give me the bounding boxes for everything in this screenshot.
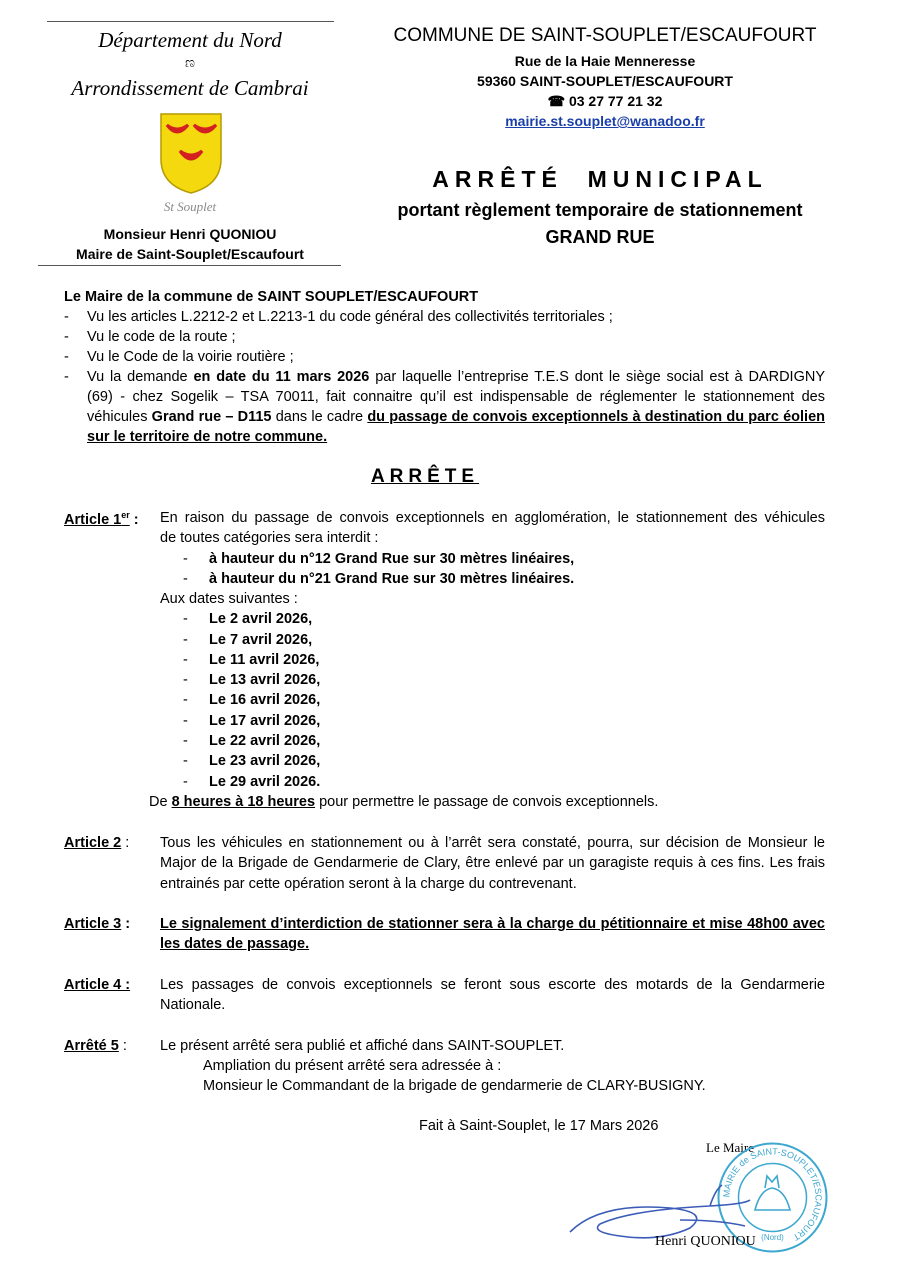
article-2-line-2: Major de la Brigade de Gendarmerie de Clary, être enlevé par un garagiste requis à ces fins. Les frais — [160, 855, 825, 871]
phone-number: 03 27 77 21 32 — [568, 93, 663, 109]
article-1-label-text — [64, 512, 130, 528]
article-2-line-3: entrainés par cette opération seront à la charge du contrevenant. — [160, 876, 577, 892]
street-address: Rue de la Haie Menneresse — [514, 53, 696, 69]
document-subtitle: portant règlement temporaire de stationnement — [397, 200, 803, 220]
bullet-dash: - — [183, 733, 188, 749]
article-5-label — [64, 1038, 127, 1054]
hours-text: De — [149, 794, 172, 810]
bullet-dash: - — [64, 369, 69, 385]
date-item: Le 29 avril 2026. — [209, 774, 321, 790]
article-2-label-text: Article 2 — [64, 835, 122, 851]
article-3-line-1: Le signalement d’interdiction de stationner sera à la charge du pétitionnaire et mise 48h00 avec — [160, 916, 825, 932]
ornament-glyph: ಣ — [185, 55, 195, 71]
commune-name: COMMUNE DE SAINT-SOUPLET/ESCAUFOURT — [393, 25, 817, 46]
demand-purpose: du passage de convois exceptionnels à destination du parc éolien — [367, 409, 825, 425]
signer-name: Henri QUONIOU — [655, 1234, 756, 1249]
article-3-line-2: les dates de passage. — [160, 936, 310, 952]
date-item: Le 16 avril 2026, — [209, 692, 321, 708]
le-maire-label: Le Maire — [706, 1140, 755, 1155]
article-4-line-1: Les passages de convois exceptionnels se feront sous escorte des motards de la Gendarmerie — [160, 977, 825, 993]
email-line — [385, 113, 825, 129]
header-rule-bottom — [38, 265, 341, 266]
article-1-line-1: En raison du passage de convois exceptionnels en agglomération, le stationnement des véhicules — [160, 510, 825, 526]
demand-line-1 — [87, 369, 825, 385]
hours-line — [149, 794, 658, 810]
bullet-dash: - — [183, 632, 188, 648]
commune-crest-icon — [158, 111, 224, 195]
bullet-dash: - — [183, 713, 188, 729]
email-link[interactable]: mairie.st.souplet@wanadoo.fr — [505, 113, 705, 129]
bullet-dash: - — [64, 329, 69, 345]
bullet-dash: - — [183, 753, 188, 769]
hours-text: pour permettre le passage de convois exceptionnels. — [315, 794, 659, 810]
demand-line-3 — [87, 409, 825, 425]
city-address: 59360 SAINT-SOUPLET/ESCAUFOURT — [477, 73, 733, 89]
preamble-item-3: Vu le Code de la voirie routière ; — [87, 349, 294, 365]
bullet-dash: - — [183, 551, 188, 567]
bullet-dash: - — [183, 652, 188, 668]
location-item-1: à hauteur du n°12 Grand Rue sur 30 mètres linéaires, — [209, 551, 575, 567]
preamble-intro: Le Maire de la commune de SAINT SOUPLET/ESCAUFOURT — [64, 289, 479, 305]
phone-line — [385, 93, 825, 110]
bullet-dash: - — [183, 672, 188, 688]
article-1-line-2: de toutes catégories sera interdit : — [160, 530, 379, 546]
demand-text: Vu la demande — [87, 369, 194, 385]
stamp-ring-textpath: MAIRIE de SAINT-SOUPLET/ESCAUFOURT — [721, 1146, 824, 1243]
article-5-label-colon: : — [118, 1038, 127, 1054]
bullet-dash: - — [64, 349, 69, 365]
crest-signature-text: St Souplet — [163, 199, 217, 214]
article-5-line-2: Ampliation du présent arrêté sera adressée à : — [203, 1058, 502, 1074]
arrondissement-name: Arrondissement de Cambrai — [71, 76, 309, 100]
preamble-item-2: Vu le code de la route ; — [87, 329, 236, 345]
article-4-line-2: Nationale. — [160, 997, 226, 1013]
article-1-label-main: Article 1 — [64, 511, 122, 528]
article-4-label: Article 4 : — [64, 977, 131, 993]
date-item: Le 7 avril 2026, — [209, 632, 313, 648]
demand-text: par laquelle l’entreprise T.E.S dont le siège social est à DARDIGNY — [369, 369, 825, 385]
stamp-bottom-text: (Nord) — [761, 1233, 784, 1242]
mayor-name: Monsieur Henri QUONIOU — [103, 226, 277, 242]
article-5-label-text: Arrêté 5 — [64, 1038, 119, 1054]
preamble-item-1: Vu les articles L.2212-2 et L.2213-1 du code général des collectivités territoriales ; — [87, 309, 613, 325]
demand-text: dans le cadre — [271, 409, 368, 425]
document-street: GRAND RUE — [545, 227, 655, 247]
demand-line-2: (69) - chez Sogelik – TSA 70011, fait connaitre qu’il est indispensable de réglementer le stationnement des — [87, 389, 825, 405]
hours-range: 8 heures à 18 heures — [171, 794, 316, 810]
document-title: ARRÊTÉ MUNICIPAL — [432, 166, 768, 192]
stamp-emblem — [755, 1176, 790, 1210]
department-name: Département du Nord — [98, 28, 282, 52]
demand-road: Grand rue – D115 — [151, 409, 272, 425]
header-rule-top — [47, 21, 334, 22]
bullet-dash: - — [183, 611, 188, 627]
article-1-label-sup: er — [121, 510, 130, 520]
arrete-heading: ARRÊTE — [370, 466, 480, 487]
article-5-line-1: Le présent arrêté sera publié et affiché dans SAINT-SOUPLET. — [160, 1038, 565, 1054]
article-3-label — [64, 916, 130, 932]
article-1-label — [64, 510, 139, 528]
demand-date: en date du 11 mars 2026 — [193, 369, 370, 385]
article-2-label — [64, 835, 129, 851]
date-item: Le 23 avril 2026, — [209, 753, 321, 769]
date-item: Le 17 avril 2026, — [209, 713, 321, 729]
location-item-2: à hauteur du n°21 Grand Rue sur 30 mètres linéaires. — [209, 571, 575, 587]
article-2-line-1: Tous les véhicules en stationnement ou à l’arrêt sera constaté, pourra, sur décision de Monsieur le — [160, 835, 825, 851]
article-5-line-3: Monsieur le Commandant de la brigade de gendarmerie de CLARY-BUSIGNY. — [203, 1078, 706, 1094]
mayor-title: Maire de Saint-Souplet/Escaufourt — [76, 246, 304, 262]
article-1-label-colon: : — [129, 511, 139, 528]
bullet-dash: - — [183, 774, 188, 790]
bullet-dash: - — [183, 692, 188, 708]
article-3-label-colon: : — [121, 916, 131, 932]
telephone-icon: ☎ — [547, 93, 566, 109]
dates-intro: Aux dates suivantes : — [160, 591, 298, 607]
bullet-dash: - — [64, 309, 69, 325]
date-item: Le 13 avril 2026, — [209, 672, 321, 688]
date-item: Le 11 avril 2026, — [209, 652, 320, 668]
bullet-dash: - — [183, 571, 188, 587]
date-item: Le 22 avril 2026, — [209, 733, 321, 749]
done-at-line: Fait à Saint-Souplet, le 17 Mars 2026 — [419, 1118, 659, 1134]
demand-line-4: sur le territoire de notre commune. — [87, 429, 328, 445]
article-2-label-colon: : — [121, 835, 130, 851]
signature-stroke — [570, 1185, 750, 1238]
date-item: Le 2 avril 2026, — [209, 611, 313, 627]
demand-text: véhicules — [87, 409, 152, 425]
article-3-label-text: Article 3 — [64, 916, 122, 932]
